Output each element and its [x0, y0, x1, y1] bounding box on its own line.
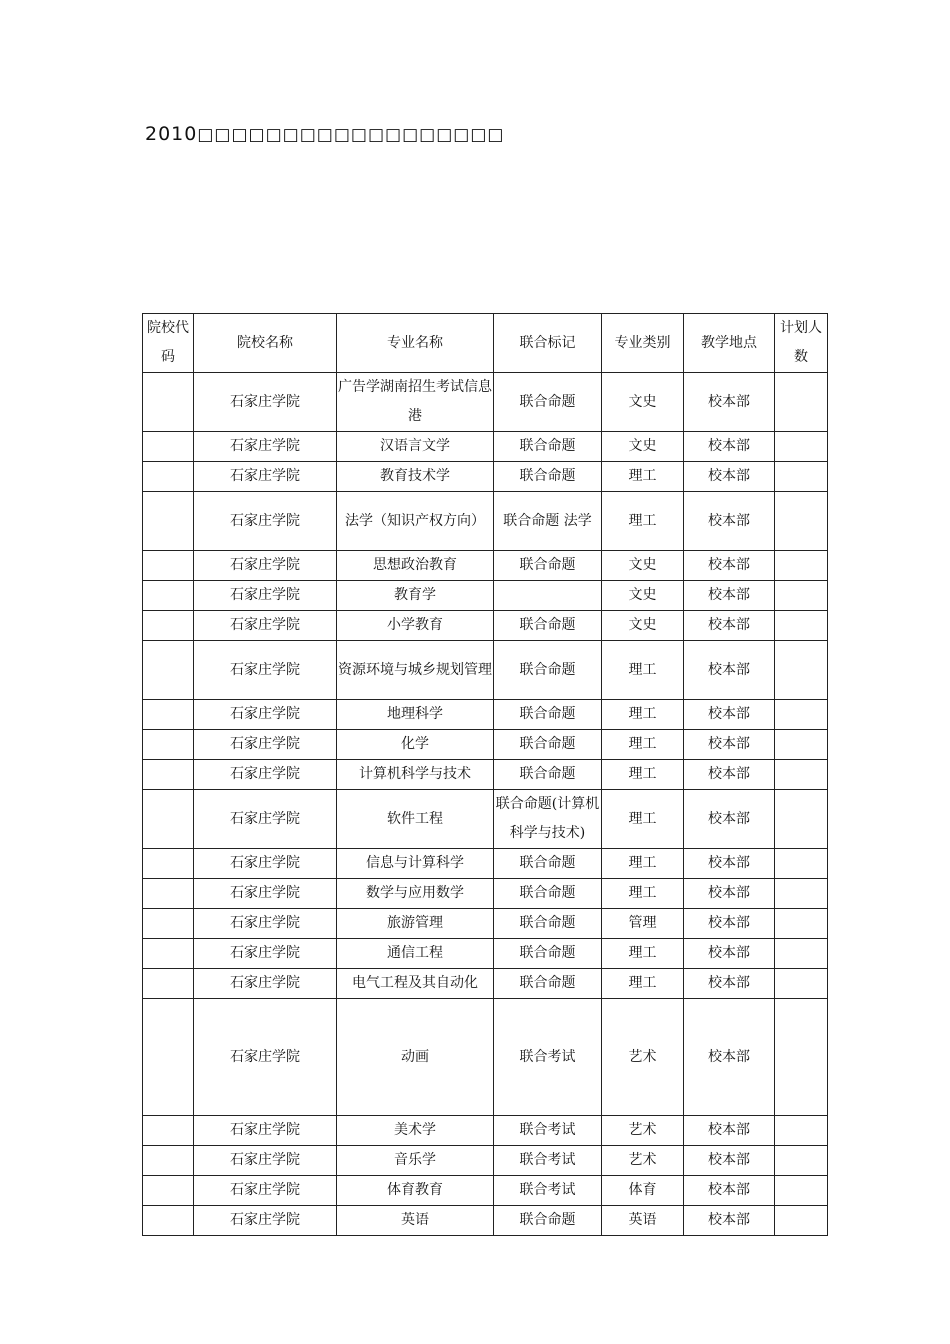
cell-major-name: 小学教育: [337, 611, 494, 641]
cell-school-name: 石家庄学院: [194, 462, 337, 492]
cell-joint-mark: 联合考试: [494, 1146, 602, 1176]
cell-major-type: 理工: [602, 462, 684, 492]
cell-major-type: 理工: [602, 730, 684, 760]
cell-joint-mark: 联合命题: [494, 641, 602, 700]
cell-plan-count: [775, 1146, 828, 1176]
table-row: [143, 999, 828, 1116]
header-major-name: 专业名称: [337, 314, 494, 373]
table-body: [143, 373, 828, 1236]
cell-location: 校本部: [684, 999, 775, 1116]
cell-location: 校本部: [684, 730, 775, 760]
table-row: [143, 432, 828, 462]
table-row: [143, 1206, 828, 1236]
cell-plan-count: [775, 999, 828, 1116]
enrollment-plan-table: [142, 313, 828, 1236]
cell-location: 校本部: [684, 879, 775, 909]
cell-school-name: 石家庄学院: [194, 581, 337, 611]
cell-major-name: 动画: [337, 999, 494, 1116]
cell-joint-mark: 联合命题: [494, 879, 602, 909]
cell-plan-count: [775, 760, 828, 790]
cell-school-name: 石家庄学院: [194, 730, 337, 760]
cell-school-name: 石家庄学院: [194, 700, 337, 730]
cell-plan-count: [775, 969, 828, 999]
table-row: [143, 581, 828, 611]
cell-major-type: 理工: [602, 939, 684, 969]
table-row: [143, 492, 828, 551]
cell-school-name: 石家庄学院: [194, 1206, 337, 1236]
cell-school-name: 石家庄学院: [194, 760, 337, 790]
cell-major-type: 文史: [602, 432, 684, 462]
cell-school-code: [143, 879, 194, 909]
title-text: □□□□□□□□□□□□□□□□□□: [197, 125, 505, 145]
cell-joint-mark: 联合命题: [494, 1206, 602, 1236]
cell-school-code: [143, 611, 194, 641]
cell-major-name: 教育技术学: [337, 462, 494, 492]
cell-plan-count: [775, 849, 828, 879]
cell-major-type: 艺术: [602, 1146, 684, 1176]
cell-school-name: 石家庄学院: [194, 1176, 337, 1206]
cell-joint-mark: 联合命题: [494, 551, 602, 581]
cell-location: 校本部: [684, 581, 775, 611]
table-row: [143, 1176, 828, 1206]
header-location: 教学地点: [684, 314, 775, 373]
cell-location: 校本部: [684, 700, 775, 730]
cell-major-type: 理工: [602, 700, 684, 730]
cell-joint-mark: 联合命题(计算机科学与技术): [494, 790, 602, 849]
header-major-type: 专业类别: [602, 314, 684, 373]
cell-location: 校本部: [684, 969, 775, 999]
cell-joint-mark: 联合命题: [494, 730, 602, 760]
header-row: [143, 314, 828, 373]
table-row: [143, 939, 828, 969]
document-title: [145, 123, 504, 145]
cell-major-type: 英语: [602, 1206, 684, 1236]
cell-major-name: 信息与计算科学: [337, 849, 494, 879]
cell-plan-count: [775, 581, 828, 611]
cell-major-type: 理工: [602, 760, 684, 790]
cell-major-name: 地理科学: [337, 700, 494, 730]
cell-school-code: [143, 551, 194, 581]
cell-plan-count: [775, 1206, 828, 1236]
cell-location: 校本部: [684, 641, 775, 700]
cell-school-code: [143, 909, 194, 939]
cell-school-code: [143, 581, 194, 611]
cell-joint-mark: 联合命题: [494, 939, 602, 969]
cell-joint-mark: 联合考试: [494, 999, 602, 1116]
cell-major-type: 文史: [602, 373, 684, 432]
cell-school-name: 石家庄学院: [194, 999, 337, 1116]
table-row: [143, 611, 828, 641]
table-row: [143, 1116, 828, 1146]
cell-school-code: [143, 1176, 194, 1206]
cell-plan-count: [775, 909, 828, 939]
cell-joint-mark: 联合命题: [494, 432, 602, 462]
cell-major-type: 文史: [602, 611, 684, 641]
table-row: [143, 700, 828, 730]
cell-location: 校本部: [684, 1176, 775, 1206]
table-row: [143, 879, 828, 909]
cell-location: 校本部: [684, 462, 775, 492]
cell-school-code: [143, 760, 194, 790]
cell-school-code: [143, 730, 194, 760]
cell-school-code: [143, 939, 194, 969]
cell-school-code: [143, 432, 194, 462]
cell-plan-count: [775, 790, 828, 849]
table-row: [143, 790, 828, 849]
cell-major-name: 化学: [337, 730, 494, 760]
cell-school-name: 石家庄学院: [194, 611, 337, 641]
table-row: [143, 462, 828, 492]
cell-plan-count: [775, 879, 828, 909]
cell-school-code: [143, 1206, 194, 1236]
cell-location: 校本部: [684, 790, 775, 849]
cell-school-name: 石家庄学院: [194, 641, 337, 700]
cell-location: 校本部: [684, 551, 775, 581]
title-year: 2010: [145, 123, 198, 145]
cell-school-name: 石家庄学院: [194, 432, 337, 462]
cell-school-code: [143, 969, 194, 999]
cell-school-name: 石家庄学院: [194, 492, 337, 551]
cell-school-code: [143, 1116, 194, 1146]
cell-major-name: 音乐学: [337, 1146, 494, 1176]
cell-plan-count: [775, 700, 828, 730]
cell-location: 校本部: [684, 909, 775, 939]
cell-major-name: 通信工程: [337, 939, 494, 969]
table-row: [143, 730, 828, 760]
cell-location: 校本部: [684, 1206, 775, 1236]
cell-major-name: 广告学湖南招生考试信息港: [337, 373, 494, 432]
cell-school-code: [143, 462, 194, 492]
cell-school-name: 石家庄学院: [194, 551, 337, 581]
cell-major-type: 理工: [602, 641, 684, 700]
cell-school-name: 石家庄学院: [194, 1116, 337, 1146]
cell-school-code: [143, 790, 194, 849]
cell-major-type: 理工: [602, 849, 684, 879]
cell-joint-mark: 联合命题: [494, 969, 602, 999]
header-school-code: 院校代码: [143, 314, 194, 373]
cell-school-name: 石家庄学院: [194, 969, 337, 999]
cell-joint-mark: 联合命题: [494, 373, 602, 432]
cell-major-name: 电气工程及其自动化: [337, 969, 494, 999]
cell-major-name: 法学（知识产权方向）: [337, 492, 494, 551]
cell-major-name: 思想政治教育: [337, 551, 494, 581]
cell-plan-count: [775, 730, 828, 760]
cell-school-code: [143, 373, 194, 432]
cell-plan-count: [775, 373, 828, 432]
cell-location: 校本部: [684, 1146, 775, 1176]
cell-major-type: 理工: [602, 790, 684, 849]
cell-location: 校本部: [684, 373, 775, 432]
cell-joint-mark: 联合命题 法学: [494, 492, 602, 551]
cell-major-name: 英语: [337, 1206, 494, 1236]
cell-school-code: [143, 1146, 194, 1176]
cell-joint-mark: 联合命题: [494, 700, 602, 730]
table-row: [143, 1146, 828, 1176]
cell-joint-mark: 联合命题: [494, 611, 602, 641]
cell-joint-mark: 联合命题: [494, 849, 602, 879]
table-row: [143, 641, 828, 700]
cell-major-name: 旅游管理: [337, 909, 494, 939]
cell-joint-mark: [494, 581, 602, 611]
cell-plan-count: [775, 492, 828, 551]
cell-major-type: 体育: [602, 1176, 684, 1206]
cell-major-name: 数学与应用数学: [337, 879, 494, 909]
cell-location: 校本部: [684, 611, 775, 641]
cell-plan-count: [775, 432, 828, 462]
cell-major-name: 资源环境与城乡规划管理: [337, 641, 494, 700]
cell-joint-mark: 联合考试: [494, 1116, 602, 1146]
header-plan-count: 计划人数: [775, 314, 828, 373]
cell-school-name: 石家庄学院: [194, 1146, 337, 1176]
cell-major-name: 体育教育: [337, 1176, 494, 1206]
cell-plan-count: [775, 551, 828, 581]
cell-major-name: 教育学: [337, 581, 494, 611]
cell-major-type: 文史: [602, 581, 684, 611]
cell-location: 校本部: [684, 849, 775, 879]
cell-major-type: 理工: [602, 879, 684, 909]
cell-location: 校本部: [684, 432, 775, 462]
table-row: [143, 909, 828, 939]
cell-location: 校本部: [684, 492, 775, 551]
header-joint-mark: 联合标记: [494, 314, 602, 373]
cell-major-type: 理工: [602, 969, 684, 999]
cell-location: 校本部: [684, 939, 775, 969]
cell-school-name: 石家庄学院: [194, 939, 337, 969]
cell-major-type: 艺术: [602, 999, 684, 1116]
cell-major-type: 理工: [602, 492, 684, 551]
cell-school-code: [143, 849, 194, 879]
cell-major-name: 美术学: [337, 1116, 494, 1146]
cell-plan-count: [775, 1176, 828, 1206]
table-row: [143, 373, 828, 432]
cell-school-code: [143, 700, 194, 730]
cell-school-code: [143, 492, 194, 551]
cell-plan-count: [775, 641, 828, 700]
cell-school-code: [143, 999, 194, 1116]
cell-school-name: 石家庄学院: [194, 373, 337, 432]
cell-plan-count: [775, 939, 828, 969]
cell-school-name: 石家庄学院: [194, 849, 337, 879]
cell-major-name: 计算机科学与技术: [337, 760, 494, 790]
cell-major-name: 软件工程: [337, 790, 494, 849]
cell-school-name: 石家庄学院: [194, 879, 337, 909]
cell-major-type: 艺术: [602, 1116, 684, 1146]
cell-school-name: 石家庄学院: [194, 909, 337, 939]
cell-location: 校本部: [684, 1116, 775, 1146]
cell-major-type: 管理: [602, 909, 684, 939]
header-school-name: 院校名称: [194, 314, 337, 373]
table-row: [143, 969, 828, 999]
cell-joint-mark: 联合命题: [494, 909, 602, 939]
cell-plan-count: [775, 1116, 828, 1146]
cell-joint-mark: 联合命题: [494, 462, 602, 492]
cell-school-code: [143, 641, 194, 700]
cell-location: 校本部: [684, 760, 775, 790]
cell-plan-count: [775, 462, 828, 492]
cell-joint-mark: 联合考试: [494, 1176, 602, 1206]
table-row: [143, 760, 828, 790]
cell-plan-count: [775, 611, 828, 641]
table-row: [143, 849, 828, 879]
cell-school-name: 石家庄学院: [194, 790, 337, 849]
table-row: [143, 551, 828, 581]
cell-major-type: 文史: [602, 551, 684, 581]
cell-joint-mark: 联合命题: [494, 760, 602, 790]
cell-major-name: 汉语言文学: [337, 432, 494, 462]
